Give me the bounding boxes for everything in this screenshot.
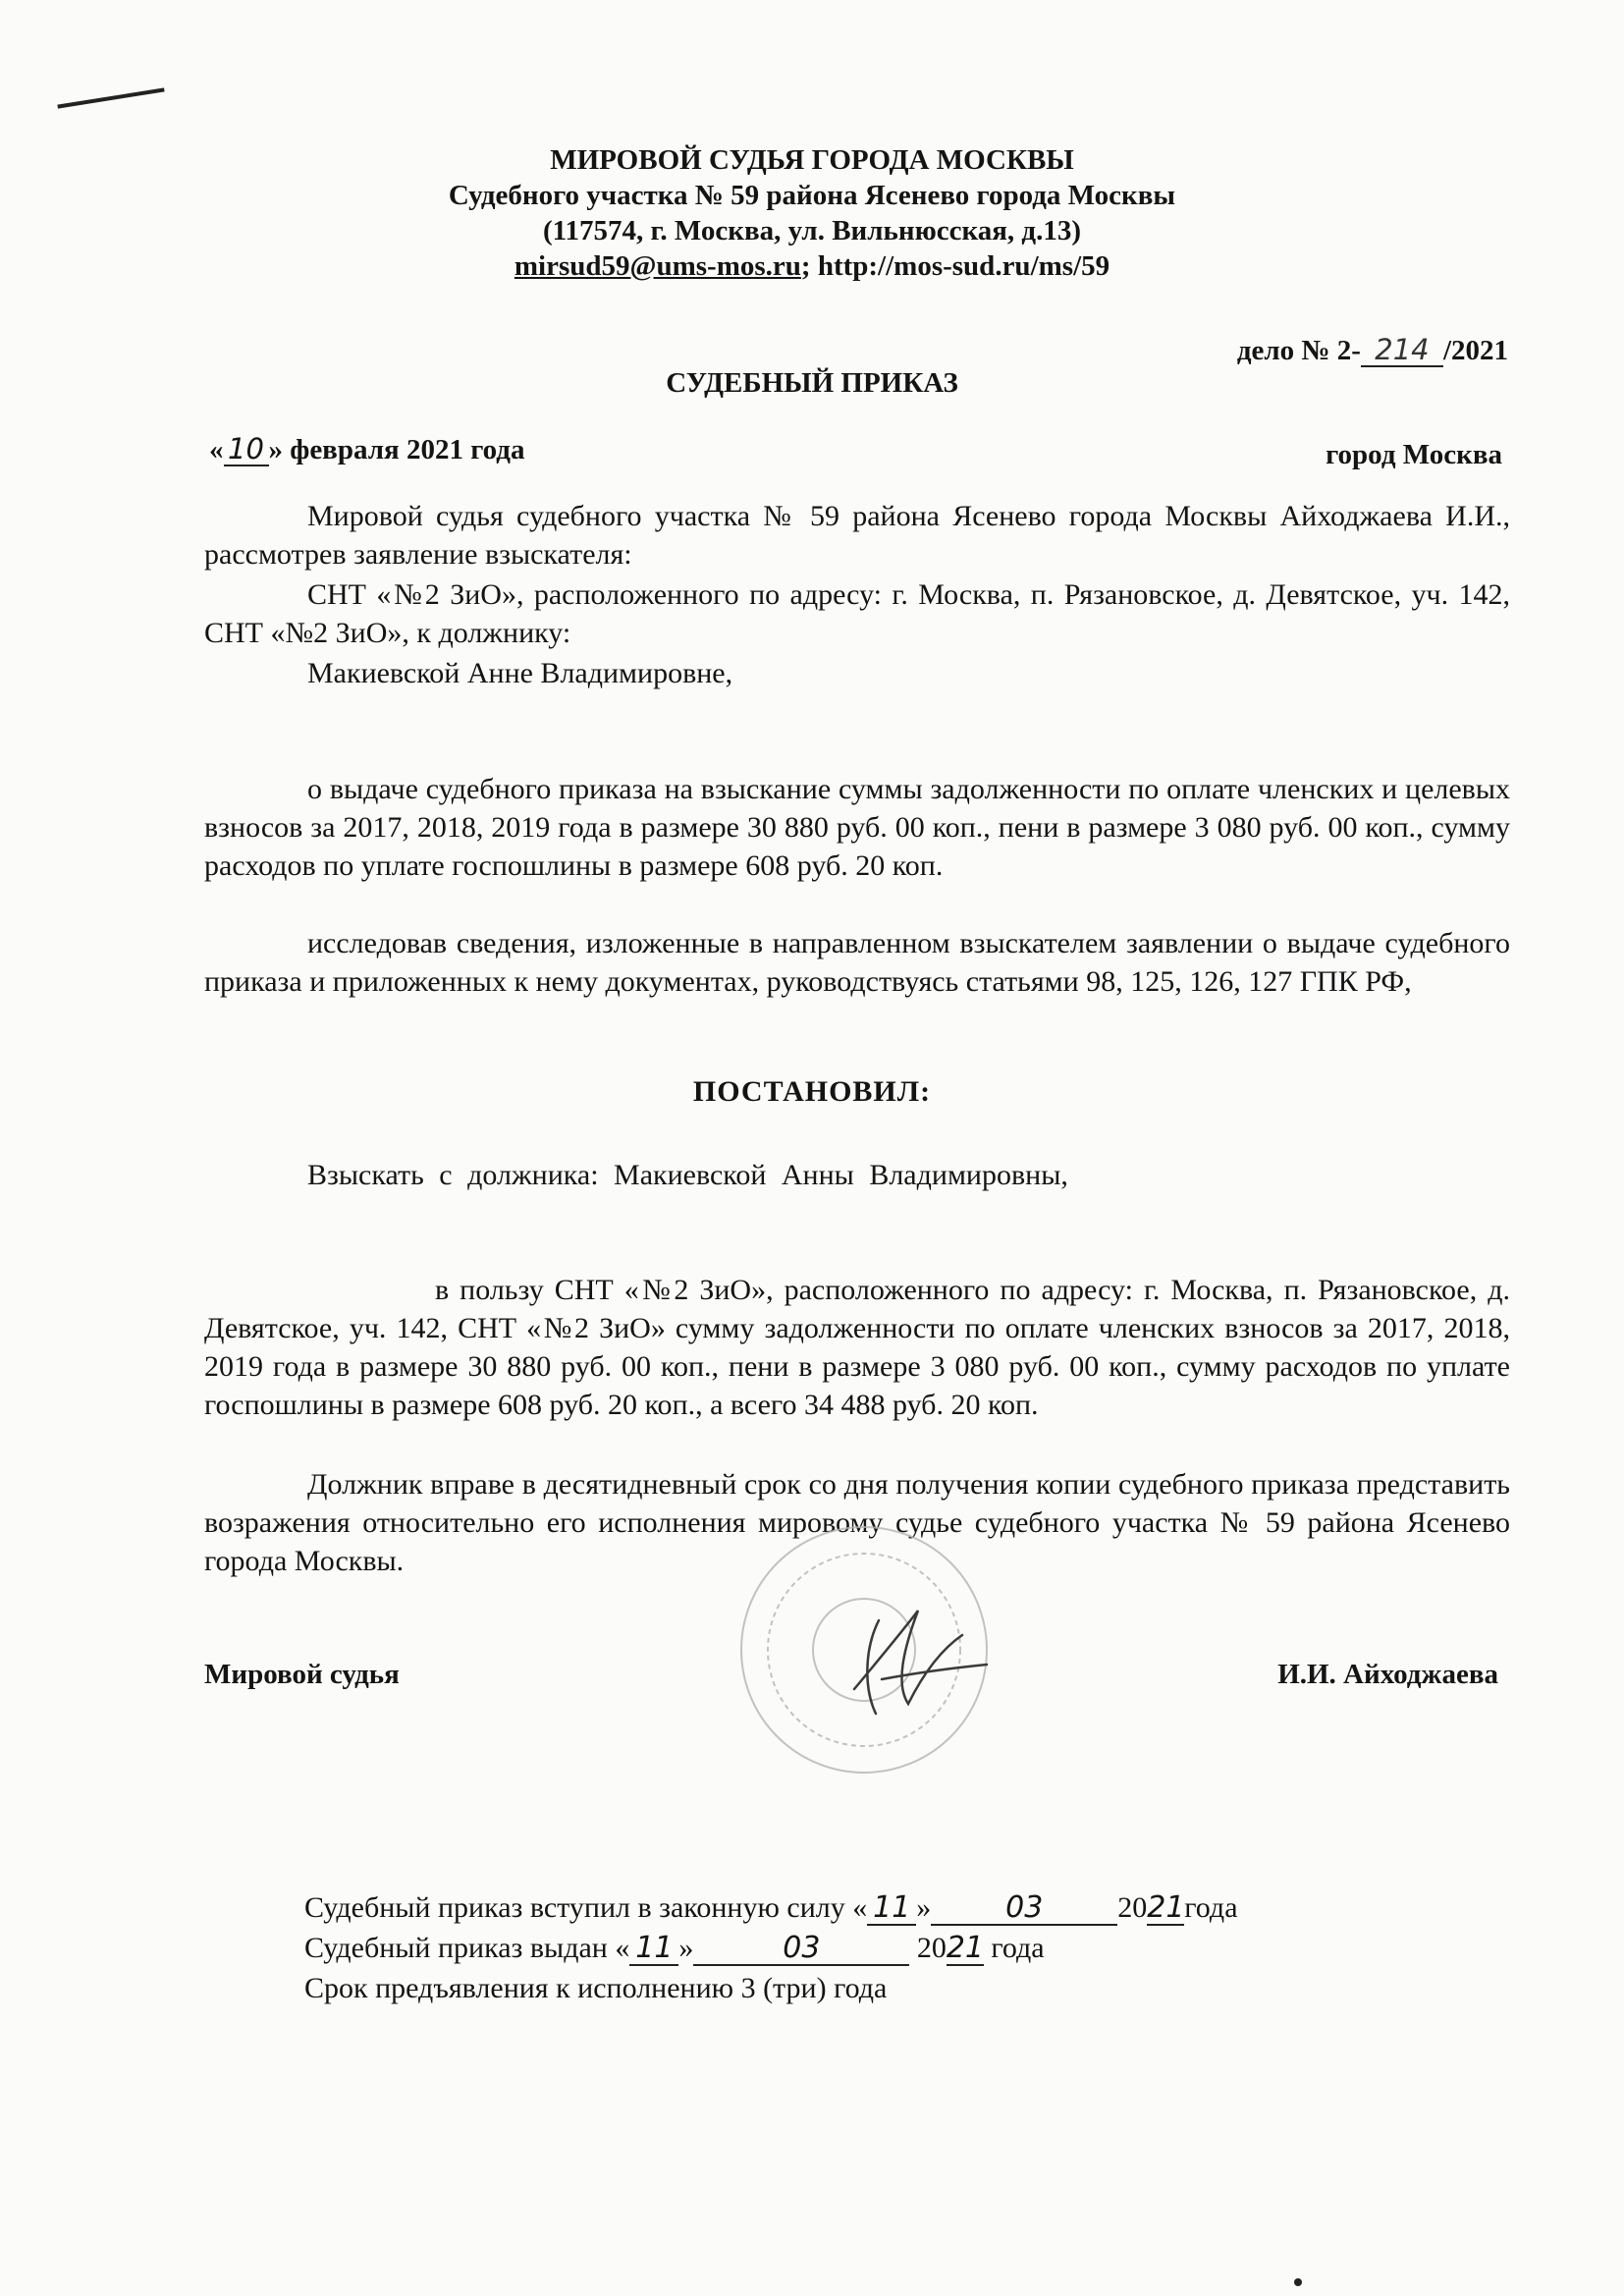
- scan-dot: [1294, 2278, 1302, 2286]
- issued-month-handwritten: 03: [693, 1933, 909, 1966]
- paragraph-ruling-amount: в пользу СНТ «№2 ЗиО», расположенного по адресу: г. Москва, п. Рязановское, д. Девятское, уч. 142, СНТ «№2 ЗиО» сумму задолженности по оплате членских взносов за 2017, 2018, 2019 года в размере 30 880 руб. 00 коп., пени в размере 3 080 руб. 00 коп., сумму расходов по уплате госпошлины в размере 608 руб. 20 коп., а всего 34 488 руб. 20 коп.: [204, 1274, 1510, 1421]
- court-district: Судебного участка № 59 района Ясенево города Москвы: [448, 180, 1176, 211]
- case-number-handwritten: 214: [1361, 334, 1443, 367]
- issued-day-handwritten: 11: [629, 1933, 678, 1966]
- judge-signature: [854, 1611, 987, 1714]
- court-stamp-seal: [741, 1527, 987, 1773]
- paragraph-claim: о выдаче судебного приказа на взыскание суммы задолженности по оплате членских и целевых взносов за 2017, 2018, 2019 года в размере 30 880 руб. 00 коп., пени в размере 3 080 руб. 00 коп., сумму расходов по уплате госпошлины в размере 608 руб. 20 коп.: [204, 773, 1510, 882]
- paragraph-grounds: исследовав сведения, изложенные в направленном взыскателем заявлении о выдаче судебного приказа и приложенных к нему документах, руководствуясь статьями 98, 125, 126, 127 ГПК РФ,: [204, 927, 1510, 998]
- court-website: http://mos-sud.ru/ms/59: [817, 250, 1110, 282]
- enforcement-period-line: Срок предъявления к исполнению 3 (три) года: [304, 1972, 888, 2004]
- case-number: дело № 2- 214 /2021: [1236, 333, 1508, 366]
- signature-role: Мировой судья: [204, 1659, 400, 1690]
- ruling-title: ПОСТАНОВИЛ:: [692, 1075, 932, 1108]
- paragraph-objection-right: Должник вправе в десятидневный срок со дня получения копии судебного приказа представить возражения относительно его исполнения мировому судье судебного участка № 59 района Ясенево города Москвы.: [204, 1468, 1510, 1577]
- stamp-signature-graphic: [707, 1503, 1021, 1797]
- document-city: город Москва: [1326, 439, 1502, 470]
- issued-year-handwritten: 21: [946, 1931, 985, 1965]
- document-date: « 10 » февраля 2021 года: [209, 432, 525, 465]
- date-day-handwritten: 10: [224, 433, 269, 466]
- court-email: mirsud59@ums-mos.ru: [514, 250, 801, 282]
- paragraph-judge: Мировой судья судебного участка № 59 района Ясенево города Москвы Айходжаева И.И., рассмотрев заявление взыскателя:: [204, 500, 1510, 571]
- entry-into-force-line: Судебный приказ вступил в законную силу « 11 » 03 2021года: [304, 1890, 1238, 1925]
- document-title: СУДЕБНЫЙ ПРИКАЗ: [666, 367, 958, 399]
- entry-day-handwritten: 11: [867, 1892, 916, 1926]
- paragraph-claimant: СНТ «№2 ЗиО», расположенного по адресу: г. Москва, п. Рязановское, д. Девятское, уч. 142, СНТ «№2 ЗиО», к должнику:: [204, 578, 1510, 649]
- court-address: (117574, г. Москва, ул. Вильнюсская, д.13): [542, 215, 1082, 246]
- court-contacts: mirsud59@ums-mos.ru; http://mos-sud.ru/ms/59: [514, 250, 1110, 282]
- entry-year-handwritten: 21: [1147, 1890, 1185, 1925]
- issued-line: Судебный приказ выдан « 11 » 03 2021 года: [304, 1931, 1045, 1965]
- scan-mark: [57, 87, 164, 108]
- paragraph-debtor: Макиевской Анне Владимировне,: [307, 657, 733, 689]
- paragraph-ruling-debtor: Взыскать с должника: Макиевской Анны Владимировны,: [307, 1159, 1068, 1191]
- signature-name: И.И. Айходжаева: [1277, 1659, 1498, 1690]
- court-title: МИРОВОЙ СУДЬЯ ГОРОДА МОСКВЫ: [550, 144, 1074, 176]
- entry-month-handwritten: 03: [931, 1892, 1117, 1926]
